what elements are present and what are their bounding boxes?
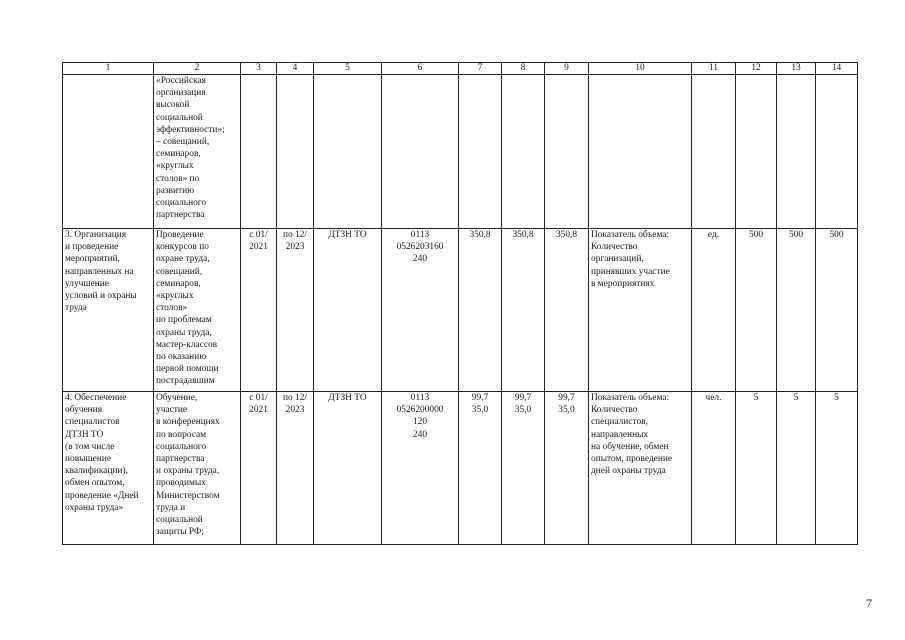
- table-cell: Показатель объема: Количество организаций, принявших участие в мероприятиях: [589, 229, 692, 392]
- header-cell: 9: [545, 63, 589, 75]
- table-cell: [692, 75, 736, 229]
- header-cell: 14: [816, 63, 858, 75]
- table-row: [63, 229, 858, 392]
- header-cell: 2: [154, 63, 241, 75]
- table-cell: Проведение конкурсов по охране труда, совещаний, семинаров, «круглых столов» по проблемам охраны труда, мастер-классов по оказанию первой помощи пострадавшим: [154, 229, 241, 392]
- table-cell: ед.: [692, 229, 736, 392]
- table-cell: [382, 75, 459, 229]
- table-row: [63, 75, 858, 229]
- header-cell: 5: [314, 63, 382, 75]
- table-cell: [502, 75, 545, 229]
- table-cell: [241, 75, 277, 229]
- table-cell: 500: [777, 229, 816, 392]
- table-cell: 5: [736, 392, 777, 545]
- table-cell: 350,8: [502, 229, 545, 392]
- table-cell: 5: [816, 392, 858, 545]
- table-cell: 99,7 35,0: [545, 392, 589, 545]
- table-cell: Обучение, участие в конференциях по вопросам социального партнерства и охраны труда, проводимых Министерством труда и социальной защиты РФ;: [154, 392, 241, 545]
- table-cell: [589, 75, 692, 229]
- header-cell: 3: [241, 63, 277, 75]
- program-table: [62, 62, 858, 545]
- table-cell: по 12/ 2023: [277, 229, 314, 392]
- table-cell: 3. Организация и проведение мероприятий, направленных на улучшение условий и охраны труда: [63, 229, 154, 392]
- header-cell: 12: [736, 63, 777, 75]
- table-cell: 99,7 35,0: [502, 392, 545, 545]
- table-cell: [545, 75, 589, 229]
- table-cell: 500: [816, 229, 858, 392]
- table-cell: 350,8: [459, 229, 502, 392]
- table-cell: по 12/ 2023: [277, 392, 314, 545]
- table-cell: ДТЗН ТО: [314, 229, 382, 392]
- table-cell: «Российская организация высокой социальной эффективности»; – совещаний, семинаров, «круглых столов» по развитию социального партнерства: [154, 75, 241, 229]
- header-cell: 1: [63, 63, 154, 75]
- page-number: 7: [866, 596, 872, 610]
- table-cell: 99,7 35,0: [459, 392, 502, 545]
- table-cell: [777, 75, 816, 229]
- header-cell: 4: [277, 63, 314, 75]
- table-cell: [816, 75, 858, 229]
- table-cell: [736, 75, 777, 229]
- table-cell: чел.: [692, 392, 736, 545]
- table-cell: 0113 0526200000 120 240: [382, 392, 459, 545]
- table-cell: 0113 0526203160 240: [382, 229, 459, 392]
- table-cell: с 01/ 2021: [241, 392, 277, 545]
- header-cell: 7: [459, 63, 502, 75]
- table-cell: с 01/ 2021: [241, 229, 277, 392]
- table-cell: Показатель объема: Количество специалистов, направленных на обучение, обмен опытом, проведение дней охраны труда: [589, 392, 692, 545]
- table-cell: ДТЗН ТО: [314, 392, 382, 545]
- table-cell: 5: [777, 392, 816, 545]
- table-cell: [314, 75, 382, 229]
- header-cell: 8: [502, 63, 545, 75]
- header-cell: 13: [777, 63, 816, 75]
- header-cell: 10: [589, 63, 692, 75]
- header-cell: 11: [692, 63, 736, 75]
- table-cell: [277, 75, 314, 229]
- table-cell: [63, 75, 154, 229]
- table-cell: 4. Обеспечение обучения специалистов ДТЗН ТО (в том числе повышение квалификации), обмен опытом, проведение «Дней охраны труда»: [63, 392, 154, 545]
- table-cell: 500: [736, 229, 777, 392]
- table-row: [63, 392, 858, 545]
- header-row: [63, 63, 858, 75]
- table-cell: [459, 75, 502, 229]
- table-cell: 350,8: [545, 229, 589, 392]
- header-cell: 6: [382, 63, 459, 75]
